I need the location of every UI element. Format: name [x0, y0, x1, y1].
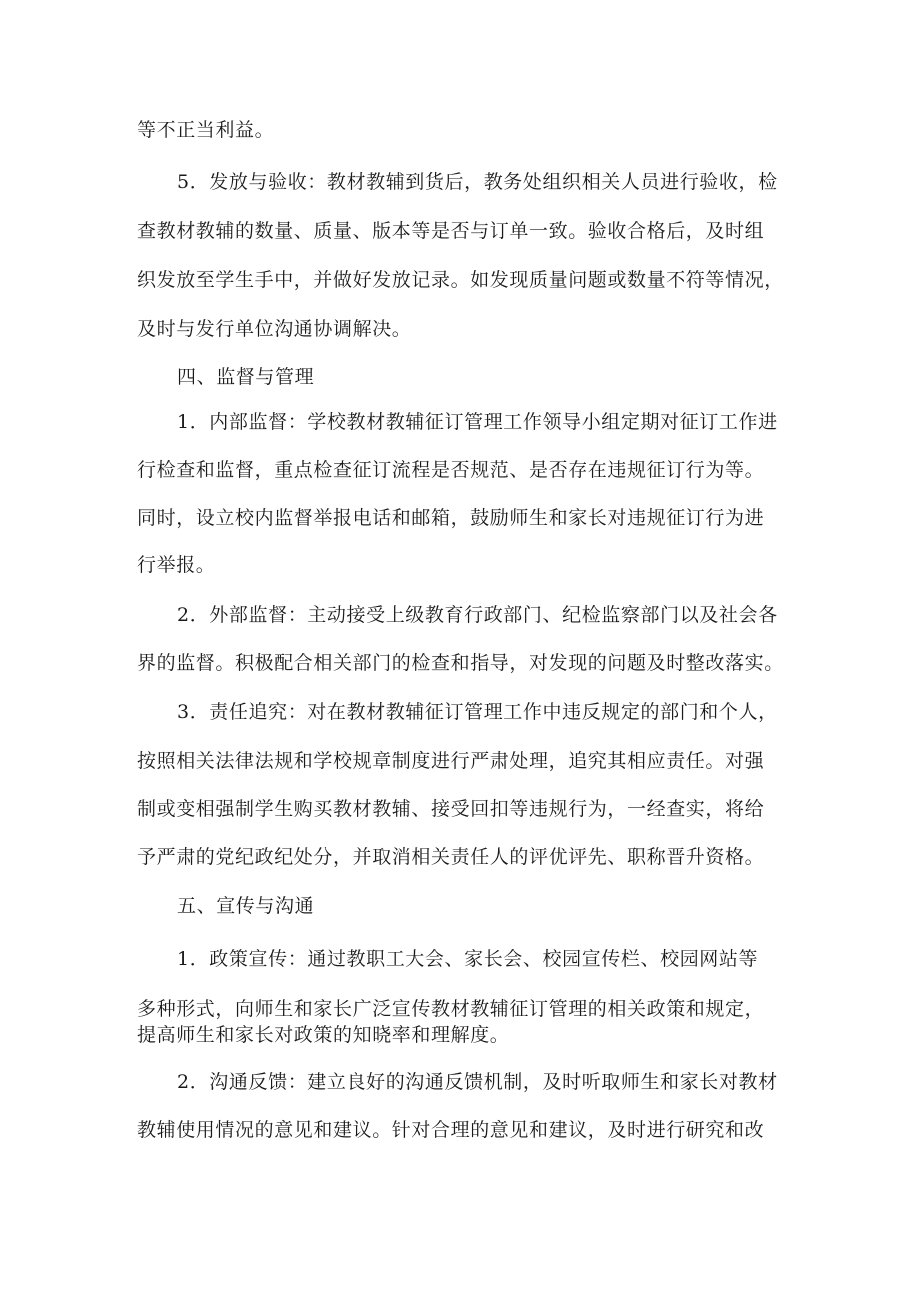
text-line: 等不正当利益。 — [137, 119, 275, 141]
communication-line-1: 2．沟通反馈：建立良好的沟通反馈机制，及时听取师生和家长对教材 — [177, 1071, 778, 1093]
policy-publicity-line-2: 多种形式，向师生和家长广泛宣传教材教辅征订管理的相关政策和规定， — [137, 998, 765, 1020]
policy-publicity-line-3: 提高师生和家长对政策的知晓率和理解度。 — [137, 1024, 510, 1046]
section-heading-4: 四、监督与管理 — [177, 366, 315, 388]
internal-supervision-line-1: 1．内部监督：学校教材教辅征订管理工作领导小组定期对征订工作进 — [177, 411, 778, 433]
internal-supervision-line-3: 同时，设立校内监督举报电话和邮箱，鼓励师生和家长对违规征订行为进 — [137, 507, 765, 529]
accountability-line-4: 予严肃的党纪政纪处分，并取消相关责任人的评优评先、职称晋升资格。 — [137, 846, 765, 868]
communication-line-2: 教辅使用情况的意见和建议。针对合理的意见和建议，及时进行研究和改 — [137, 1119, 765, 1141]
accountability-line-2: 按照相关法律法规和学校规章制度进行严肃处理，追究其相应责任。对强 — [137, 750, 765, 772]
paragraph-5-line-1: 5．发放与验收：教材教辅到货后，教务处组织相关人员进行验收，检 — [177, 171, 778, 193]
paragraph-5-line-3: 织发放至学生手中，并做好发放记录。如发现质量问题或数量不符等情况， — [137, 269, 784, 291]
internal-supervision-line-4: 行举报。 — [137, 554, 216, 576]
paragraph-5-line-4: 及时与发行单位沟通协调解决。 — [137, 318, 412, 340]
external-supervision-line-2: 界的监督。积极配合相关部门的检查和指导，对发现的问题及时整改落实。 — [137, 652, 784, 674]
paragraph-5-line-2: 查教材教辅的数量、质量、版本等是否与订单一致。验收合格后，及时组 — [137, 220, 765, 242]
section-heading-5: 五、宣传与沟通 — [177, 895, 315, 917]
accountability-line-3: 制或变相强制学生购买教材教辅、接受回扣等违规行为，一经查实，将给 — [137, 798, 765, 820]
internal-supervision-line-2: 行检查和监督，重点检查征订流程是否规范、是否存在违规征订行为等。 — [137, 459, 765, 481]
policy-publicity-line-1: 1．政策宣传：通过教职工大会、家长会、校园宣传栏、校园网站等 — [177, 948, 759, 970]
external-supervision-line-1: 2．外部监督：主动接受上级教育行政部门、纪检监察部门以及社会各 — [177, 604, 778, 626]
accountability-line-1: 3．责任追究：对在教材教辅征订管理工作中违反规定的部门和个人， — [177, 701, 778, 723]
